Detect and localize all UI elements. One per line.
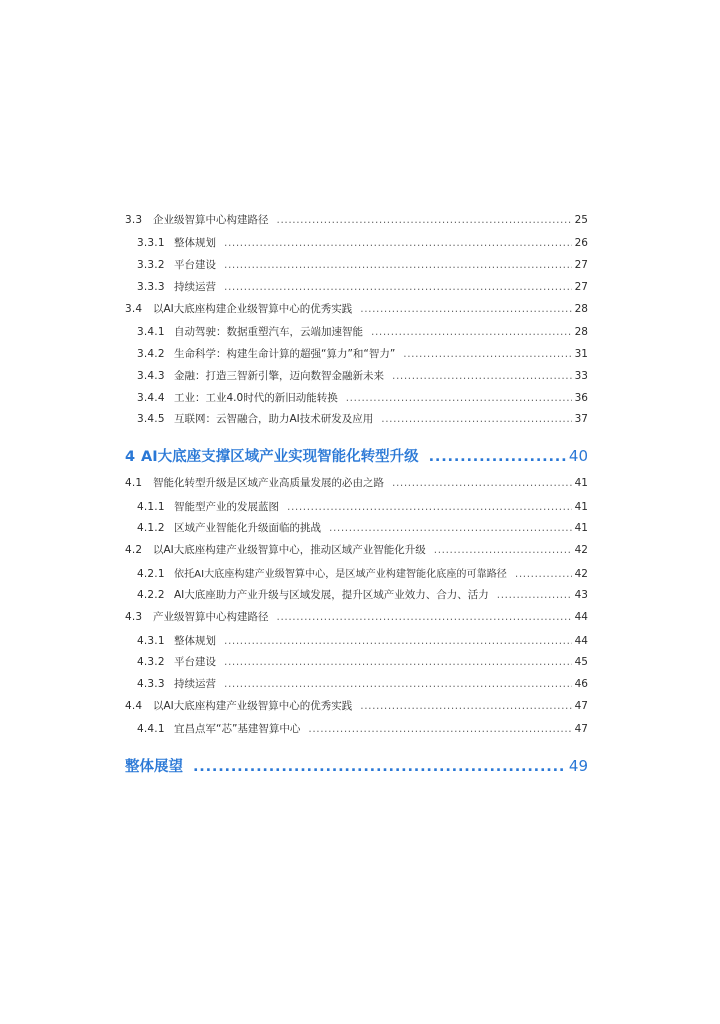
toc-leader-dots: [329, 522, 572, 535]
toc-entry-3-3-3[interactable]: [125, 281, 588, 303]
toc-title: 生命科学：构建生命计算的超强“算力”和“智力”: [174, 347, 396, 360]
toc-entry-4-4[interactable]: [125, 700, 588, 723]
toc-number: 4.1.2: [137, 522, 165, 535]
toc-entry-3-4-2[interactable]: [125, 348, 588, 370]
toc-entry-4-2-1[interactable]: [125, 568, 588, 590]
toc-page-number: 47: [574, 723, 588, 736]
toc-page-number: 46: [574, 678, 588, 691]
toc-entry-3-4-1[interactable]: [125, 326, 588, 348]
toc-title: 平台建设: [174, 656, 216, 669]
toc-number: 3.3.2: [137, 259, 165, 272]
toc-title: 智能化转型升级是区域产业高质量发展的必由之路: [153, 477, 384, 490]
toc-number: 4.4.1: [137, 723, 165, 736]
toc-page-number: 41: [574, 500, 588, 513]
toc-leader-dots: [224, 635, 572, 648]
toc-number: 4.3.1: [137, 634, 165, 647]
toc-chapter-title: AI大底座支撑区域产业实现智能化转型升级: [141, 449, 419, 466]
toc-title: 自动驾驶：数据重塑汽车，云端加速智能: [174, 326, 363, 339]
toc-leader-dots: [277, 214, 572, 227]
toc-title: 区域产业智能化升级面临的挑战: [174, 522, 321, 535]
toc-entry-3-3-2[interactable]: [125, 259, 588, 281]
toc-number: 4.2: [125, 544, 143, 557]
toc-page-number: 44: [574, 611, 588, 624]
toc-title: 以AI大底座构建产业级智算中心，推动区域产业智能化升级: [153, 544, 426, 557]
toc-leader-dots: [360, 700, 571, 713]
toc-leader-dots: [224, 259, 572, 272]
toc-entry-4-3-3[interactable]: [125, 678, 588, 700]
toc-leader-dots: [434, 544, 572, 557]
toc-title: 互联网：云智融合，助力AI技术研发及应用: [174, 413, 374, 426]
toc-entry-4-4-1[interactable]: [125, 723, 588, 745]
toc-number: 4.4: [125, 699, 143, 712]
toc-title: 以AI大底座构建产业级智算中心的优秀实践: [153, 699, 353, 712]
toc-title: 整体规划: [174, 237, 216, 250]
toc-leader-dots: [429, 448, 566, 466]
table-of-contents: [125, 214, 588, 787]
toc-page-number: 42: [574, 567, 588, 580]
toc-page-number: 47: [574, 699, 588, 712]
toc-leader-dots: [371, 326, 572, 339]
toc-leader-dots: [287, 501, 572, 514]
toc-entry-4-1-1[interactable]: [125, 501, 588, 523]
toc-entry-4-2[interactable]: [125, 544, 588, 567]
toc-leader-dots: [224, 281, 572, 294]
toc-page-number: 33: [574, 369, 588, 382]
toc-number: 3.3.1: [137, 237, 165, 250]
toc-page-number: 31: [574, 347, 588, 360]
toc-entry-3-3-1[interactable]: [125, 237, 588, 259]
spacer: [125, 745, 588, 753]
toc-chapter-number: 4: [125, 449, 136, 466]
toc-title: 金融：打造三智新引擎，迈向数智金融新未来: [174, 369, 384, 382]
toc-leader-dots: [346, 392, 572, 405]
toc-page-number: 37: [574, 413, 588, 426]
toc-number: 3.4.2: [137, 347, 165, 360]
toc-title: 企业级智算中心构建路径: [153, 214, 269, 226]
toc-page-number: 45: [574, 656, 588, 669]
toc-number: 3.3: [125, 214, 143, 226]
toc-title: 智能型产业的发展蓝图: [174, 500, 279, 513]
toc-number: 3.4.5: [137, 413, 165, 426]
toc-page-number: 40: [568, 447, 588, 466]
toc-number: 4.2.2: [137, 589, 165, 602]
toc-page-number: 43: [574, 589, 588, 602]
toc-chapter-4[interactable]: [125, 447, 588, 477]
toc-page-number: 44: [574, 634, 588, 647]
toc-number: 3.4.3: [137, 369, 165, 382]
toc-leader-dots: [224, 237, 572, 250]
toc-entry-3-3[interactable]: [125, 214, 588, 237]
toc-entry-4-3-1[interactable]: [125, 635, 588, 657]
toc-page-number: 36: [574, 391, 588, 404]
toc-number: 3.3.3: [137, 280, 165, 293]
toc-number: 3.4.1: [137, 326, 165, 339]
toc-leader-dots: [497, 589, 572, 602]
toc-page-number: 28: [574, 326, 588, 339]
toc-leader-dots: [224, 678, 572, 691]
toc-title: 整体规划: [174, 634, 216, 647]
toc-number: 3.4.4: [137, 391, 165, 404]
toc-chapter-outlook[interactable]: [125, 757, 588, 787]
toc-title: AI大底座助力产业升级与区域发展，提升区域产业效力、合力、活力: [174, 589, 489, 602]
toc-leader-dots: [224, 656, 572, 669]
toc-leader-dots: [308, 723, 571, 736]
toc-title: 工业：工业4.0时代的新旧动能转换: [174, 391, 338, 404]
toc-leader-dots: [277, 611, 572, 624]
toc-entry-3-4[interactable]: [125, 303, 588, 326]
toc-number: 4.1.1: [137, 500, 165, 513]
toc-entry-4-3[interactable]: [125, 611, 588, 634]
toc-title: 宜昌点军“芯”基建智算中心: [174, 723, 301, 736]
toc-leader-dots: [381, 413, 571, 426]
toc-number: 4.3: [125, 611, 143, 624]
toc-page-number: 42: [574, 544, 588, 557]
toc-page-number: 41: [574, 522, 588, 535]
toc-page-number: 41: [574, 477, 588, 490]
toc-page-number: 25: [574, 214, 588, 226]
toc-chapter-title: 整体展望: [125, 759, 183, 776]
toc-page-number: 28: [574, 302, 588, 315]
toc-leader-dots: [403, 348, 571, 361]
toc-title: 产业级智算中心构建路径: [153, 611, 269, 624]
toc-number: 4.3.3: [137, 678, 165, 691]
toc-entry-4-3-2[interactable]: [125, 656, 588, 678]
toc-title: 平台建设: [174, 259, 216, 272]
toc-entry-3-4-3[interactable]: [125, 370, 588, 392]
toc-entry-3-4-5[interactable]: [125, 413, 588, 435]
toc-title: 持续运营: [174, 280, 216, 293]
toc-entry-4-1-2[interactable]: [125, 522, 588, 544]
toc-leader-dots: [515, 568, 572, 581]
toc-title: 依托AI大底座构建产业级智算中心，是区域产业构建智能化底座的可靠路径: [174, 568, 507, 580]
toc-entry-4-1[interactable]: [125, 477, 588, 500]
toc-page-number: 26: [574, 237, 588, 250]
toc-leader-dots: [392, 370, 572, 383]
toc-title: 持续运营: [174, 678, 216, 691]
toc-entry-4-2-2[interactable]: [125, 589, 588, 611]
toc-title: 以AI大底座构建企业级智算中心的优秀实践: [153, 302, 353, 315]
toc-number: 3.4: [125, 302, 143, 315]
toc-entry-3-4-4[interactable]: [125, 392, 588, 414]
spacer: [125, 435, 588, 443]
toc-page-number: 27: [574, 280, 588, 293]
toc-number: 4.3.2: [137, 656, 165, 669]
toc-leader-dots: [360, 303, 571, 316]
toc-leader-dots: [392, 477, 572, 490]
toc-number: 4.1: [125, 477, 143, 490]
toc-page-number: 49: [568, 757, 588, 776]
toc-leader-dots: [193, 758, 566, 776]
toc-number: 4.2.1: [137, 567, 165, 580]
toc-page-number: 27: [574, 259, 588, 272]
